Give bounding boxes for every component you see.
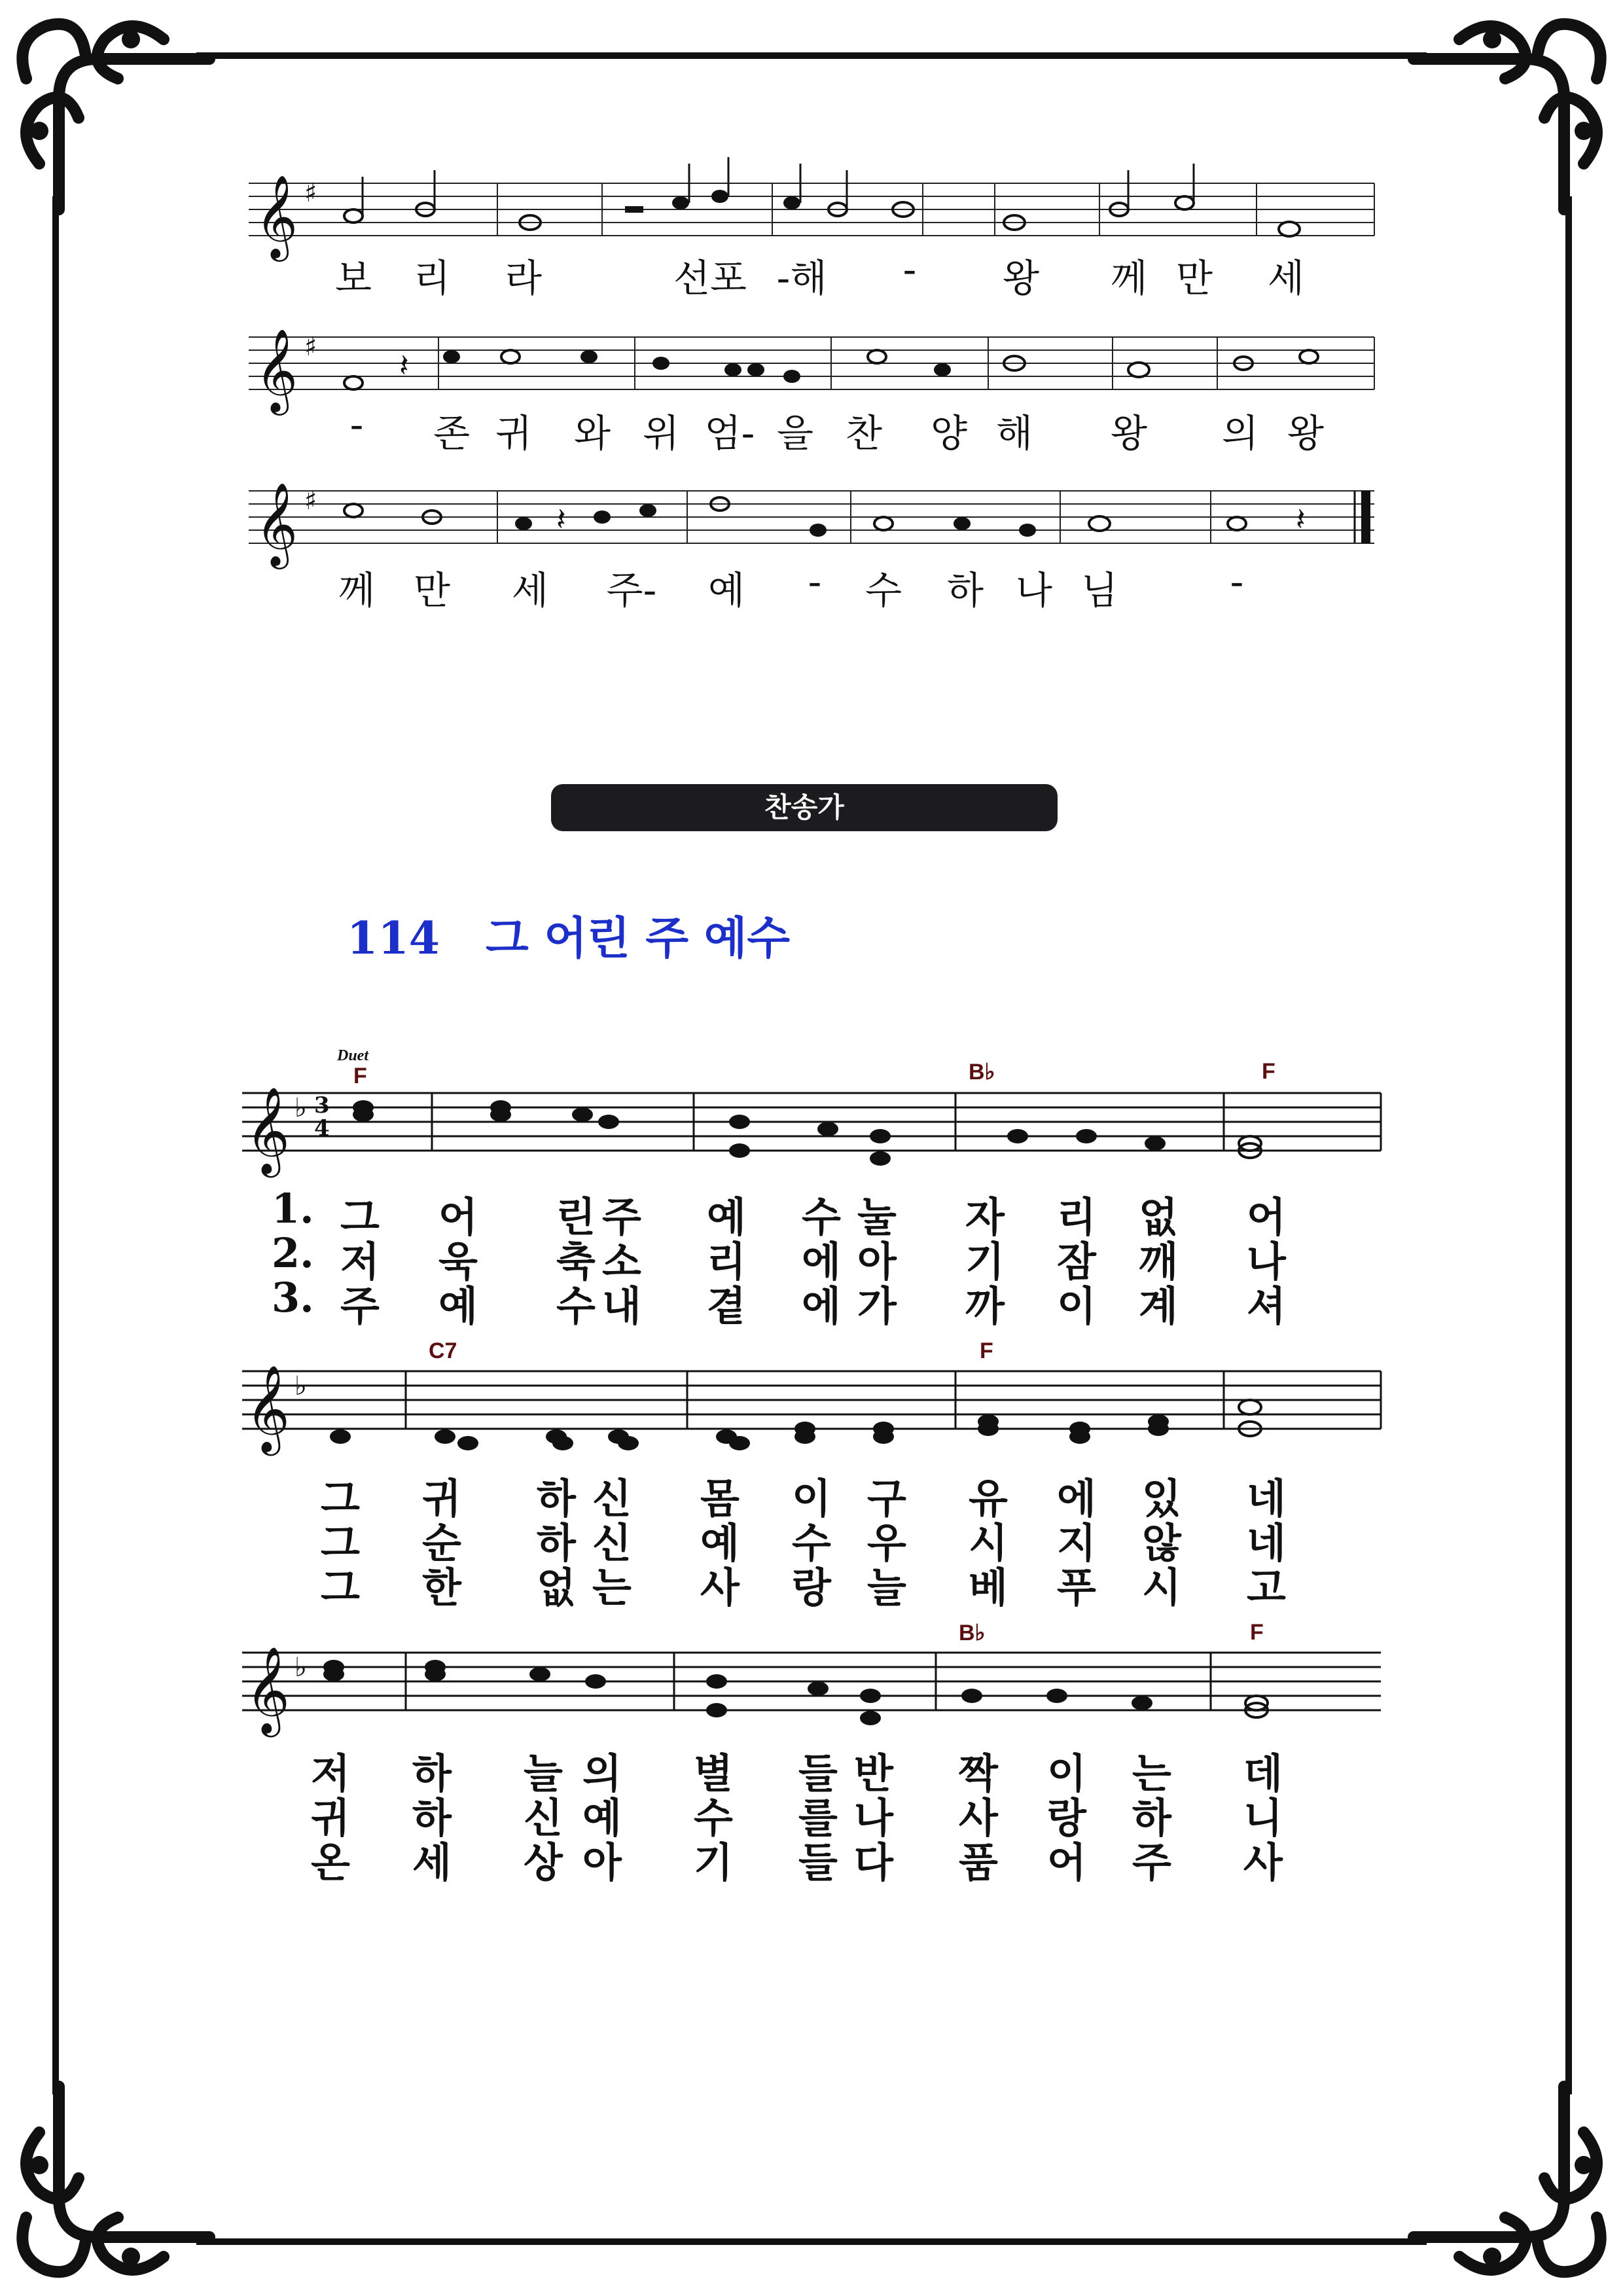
lyric: 기 xyxy=(965,1238,1005,1285)
lyric: 께 xyxy=(338,568,376,613)
lyric: 왕 xyxy=(1287,411,1325,456)
lyric: 신 xyxy=(592,1519,632,1567)
lyric: 들 xyxy=(798,1839,838,1886)
lyric: 깨 xyxy=(1139,1238,1178,1285)
lyric: 수 xyxy=(694,1794,733,1842)
lyric: 저 xyxy=(311,1749,350,1797)
top-lyric-row-2 xyxy=(0,403,1623,456)
hymn-lyrics-row-1 xyxy=(0,1185,1623,1329)
lyric: 존 xyxy=(433,411,471,456)
lyric: 하 xyxy=(412,1794,452,1842)
svg-text:𝄞: 𝄞 xyxy=(245,1086,290,1174)
hymn-staff-3 xyxy=(242,1633,1381,1734)
svg-text:4: 4 xyxy=(314,1115,330,1141)
frame-bottom-line xyxy=(196,2238,1427,2245)
lyric: 리 xyxy=(1057,1193,1096,1241)
svg-text:3: 3 xyxy=(314,1092,330,1119)
hymn-lyrics-row-3 xyxy=(0,1741,1623,1885)
lyric: 시 xyxy=(1142,1564,1181,1611)
lyric: 하 xyxy=(537,1519,576,1567)
lyric: 린 xyxy=(556,1193,596,1241)
lyric: 사 xyxy=(700,1564,740,1611)
lyric: 는 xyxy=(592,1564,632,1611)
lyric: 예 xyxy=(700,1519,740,1567)
lyric: 반 xyxy=(854,1749,893,1797)
lyric: 왕 xyxy=(1002,256,1040,300)
verse-number: 3. xyxy=(272,1274,314,1321)
lyric: 없 xyxy=(1139,1193,1178,1241)
lyric: 늘 xyxy=(524,1749,563,1797)
frame-top-line xyxy=(196,52,1427,59)
lyric: 들 xyxy=(798,1749,838,1797)
hymn-number: 114 xyxy=(347,912,440,965)
lyric: 님 xyxy=(1080,568,1118,613)
lyric: 있 xyxy=(1142,1475,1181,1522)
hymn-title-text: 그 어린 주 예수 xyxy=(485,912,791,965)
lyric: 그 xyxy=(321,1564,360,1611)
lyric: 하 xyxy=(412,1749,452,1797)
lyric: 자 xyxy=(965,1193,1005,1241)
lyric: 까 xyxy=(965,1282,1005,1330)
lyric: 셔 xyxy=(1247,1282,1286,1330)
svg-text:𝄞: 𝄞 xyxy=(245,1646,290,1734)
lyric: 신 xyxy=(592,1475,632,1522)
chord-label: B♭ xyxy=(969,1060,995,1085)
lyric: 리 xyxy=(413,256,451,300)
lyric: 한 xyxy=(422,1564,461,1611)
lyric: - xyxy=(808,560,822,604)
lyric: 선포 xyxy=(673,256,747,300)
lyric: 주- xyxy=(606,568,657,613)
lyric: 신 xyxy=(524,1794,563,1842)
hymn-title xyxy=(347,903,790,967)
svg-text:𝄞: 𝄞 xyxy=(245,1365,290,1452)
lyric: 우 xyxy=(867,1519,906,1567)
lyric: 이 xyxy=(792,1475,831,1522)
lyric: 잠 xyxy=(1057,1238,1096,1285)
lyric: 몸 xyxy=(700,1475,740,1522)
lyric: 주 xyxy=(340,1282,380,1330)
lyric: 품 xyxy=(959,1839,998,1886)
lyric: 수 xyxy=(556,1282,596,1330)
lyric: 귀 xyxy=(495,411,533,456)
lyric: 그 xyxy=(321,1475,360,1522)
lyric: 기 xyxy=(694,1839,733,1886)
lyric: 만 xyxy=(1175,256,1213,300)
lyric: 라 xyxy=(505,256,543,300)
lyric: 하 xyxy=(537,1475,576,1522)
top-lyric-row-3 xyxy=(0,560,1623,613)
lyric: 고 xyxy=(1247,1564,1286,1611)
chord-label: C7 xyxy=(429,1338,457,1363)
lyric: 욱 xyxy=(438,1238,478,1285)
lyric: 온 xyxy=(311,1839,350,1886)
lyric: 주 xyxy=(1132,1839,1171,1886)
staff-3 xyxy=(249,471,1374,569)
lyric: -해 xyxy=(776,256,827,300)
lyric: 소 xyxy=(602,1238,641,1285)
treble-clef-icon: 𝄞 xyxy=(255,174,298,258)
lyric: 아 xyxy=(582,1839,622,1886)
lyric: 세 xyxy=(1267,256,1305,300)
hymn-staff-1 xyxy=(242,1073,1381,1172)
top-lyric-row-1 xyxy=(0,247,1623,300)
lyric: 푸 xyxy=(1057,1564,1096,1611)
hymn-lyrics-row-2 xyxy=(0,1466,1623,1610)
lyric: 나 xyxy=(854,1794,893,1842)
chord-label: F xyxy=(980,1338,993,1363)
performance-mark: Duet xyxy=(337,1047,368,1064)
lyric: 보 xyxy=(334,256,372,300)
lyric: 눌 xyxy=(857,1193,897,1241)
lyric: 랑 xyxy=(1047,1794,1086,1842)
lyric: 위 xyxy=(642,411,680,456)
lyric: 을 xyxy=(776,411,814,456)
lyric: 이 xyxy=(1047,1749,1086,1797)
lyric: 하 xyxy=(1132,1794,1171,1842)
lyric: 나 xyxy=(1247,1238,1286,1285)
lyric: 네 xyxy=(1247,1519,1286,1567)
lyric: 않 xyxy=(1142,1519,1181,1567)
lyric: 주 xyxy=(602,1193,641,1241)
lyric: 에 xyxy=(802,1282,841,1330)
lyric: 베 xyxy=(969,1564,1008,1611)
lyric: 를 xyxy=(798,1794,838,1842)
lyric: 데 xyxy=(1243,1749,1283,1797)
lyric: 별 xyxy=(694,1749,733,1797)
lyric: 왕 xyxy=(1110,411,1148,456)
lyric: - xyxy=(349,403,364,447)
lyric: 상 xyxy=(524,1839,563,1886)
svg-text:♭: ♭ xyxy=(294,1093,307,1123)
verse-number: 1. xyxy=(272,1185,314,1232)
chord-label: F xyxy=(353,1064,367,1088)
lyric: 니 xyxy=(1243,1794,1283,1842)
lyric: 귀 xyxy=(422,1475,461,1522)
lyric: 하 xyxy=(946,568,984,613)
lyric: 와 xyxy=(573,411,611,456)
lyric: 곁 xyxy=(707,1282,746,1330)
lyric: 랑 xyxy=(792,1564,831,1611)
flourish-bottom-right-icon xyxy=(1407,2080,1623,2296)
lyric: 양 xyxy=(930,411,968,456)
lyric: 그 xyxy=(340,1193,380,1241)
lyric: 네 xyxy=(1247,1475,1286,1522)
lyric: 어 xyxy=(1247,1193,1286,1241)
lyric: 사 xyxy=(959,1794,998,1842)
lyric: 어 xyxy=(438,1193,478,1241)
svg-text:𝄽: 𝄽 xyxy=(556,501,566,538)
lyric: 는 xyxy=(1132,1749,1171,1797)
verse-number: 2. xyxy=(272,1229,314,1277)
flourish-top-right-icon xyxy=(1407,0,1623,216)
lyric: - xyxy=(902,247,917,292)
lyric: 엄- xyxy=(704,411,755,456)
lyric: 수 xyxy=(792,1519,831,1567)
lyric: 축 xyxy=(556,1238,596,1285)
chord-label: F xyxy=(1262,1059,1275,1084)
lyric: 유 xyxy=(969,1475,1008,1522)
flourish-bottom-left-icon xyxy=(0,2080,216,2296)
lyric: 께 xyxy=(1110,256,1148,300)
lyric: - xyxy=(1230,560,1244,604)
lyric: 의 xyxy=(582,1749,622,1797)
lyric: 예 xyxy=(438,1282,478,1330)
lyric: 예 xyxy=(707,568,745,613)
hymn-staff-2 xyxy=(242,1352,1381,1456)
chord-label: B♭ xyxy=(959,1621,986,1645)
section-label-bar: 찬송가 xyxy=(551,784,1058,831)
staff-2 xyxy=(249,317,1374,416)
lyric: 예 xyxy=(582,1794,622,1842)
lyric: 내 xyxy=(602,1282,641,1330)
lyric: 순 xyxy=(422,1519,461,1567)
lyric: 귀 xyxy=(311,1794,350,1842)
lyric: 해 xyxy=(995,411,1033,456)
lyric: 저 xyxy=(340,1238,380,1285)
svg-text:𝄞: 𝄞 xyxy=(255,328,298,412)
lyric: 만 xyxy=(413,568,451,613)
svg-text:𝄞: 𝄞 xyxy=(255,482,298,565)
lyric: 에 xyxy=(1057,1475,1096,1522)
lyric: 계 xyxy=(1139,1282,1178,1330)
lyric: 아 xyxy=(857,1238,897,1285)
svg-text:♯: ♯ xyxy=(304,332,317,362)
lyric: 늘 xyxy=(867,1564,906,1611)
lyric: 리 xyxy=(707,1238,746,1285)
flourish-top-left-icon xyxy=(0,0,216,216)
lyric: 구 xyxy=(867,1475,906,1522)
lyric: 세 xyxy=(412,1839,452,1886)
svg-text:♯: ♯ xyxy=(304,486,317,516)
lyric: 가 xyxy=(857,1282,897,1330)
lyric: 다 xyxy=(854,1839,893,1886)
chord-label: F xyxy=(1250,1620,1264,1645)
lyric: 예 xyxy=(707,1193,746,1241)
lyric: 찬 xyxy=(845,411,883,456)
lyric: 의 xyxy=(1221,411,1259,456)
svg-text:𝄽: 𝄽 xyxy=(399,348,409,384)
svg-text:♯: ♯ xyxy=(304,178,317,208)
lyric: 짝 xyxy=(959,1749,998,1797)
lyric: 시 xyxy=(969,1519,1008,1567)
lyric: 없 xyxy=(537,1564,576,1611)
lyric: 나 xyxy=(1015,568,1053,613)
lyric: 사 xyxy=(1243,1839,1283,1886)
lyric: 지 xyxy=(1057,1519,1096,1567)
lyric: 수 xyxy=(802,1193,841,1241)
svg-text:♭: ♭ xyxy=(294,1653,307,1683)
svg-text:♭: ♭ xyxy=(294,1371,307,1401)
lyric: 어 xyxy=(1047,1839,1086,1886)
lyric: 에 xyxy=(802,1238,841,1285)
svg-text:𝄽: 𝄽 xyxy=(1296,501,1306,538)
lyric: 이 xyxy=(1057,1282,1096,1330)
lyric: 세 xyxy=(511,568,549,613)
lyric: 수 xyxy=(865,568,902,613)
lyric: 그 xyxy=(321,1519,360,1567)
